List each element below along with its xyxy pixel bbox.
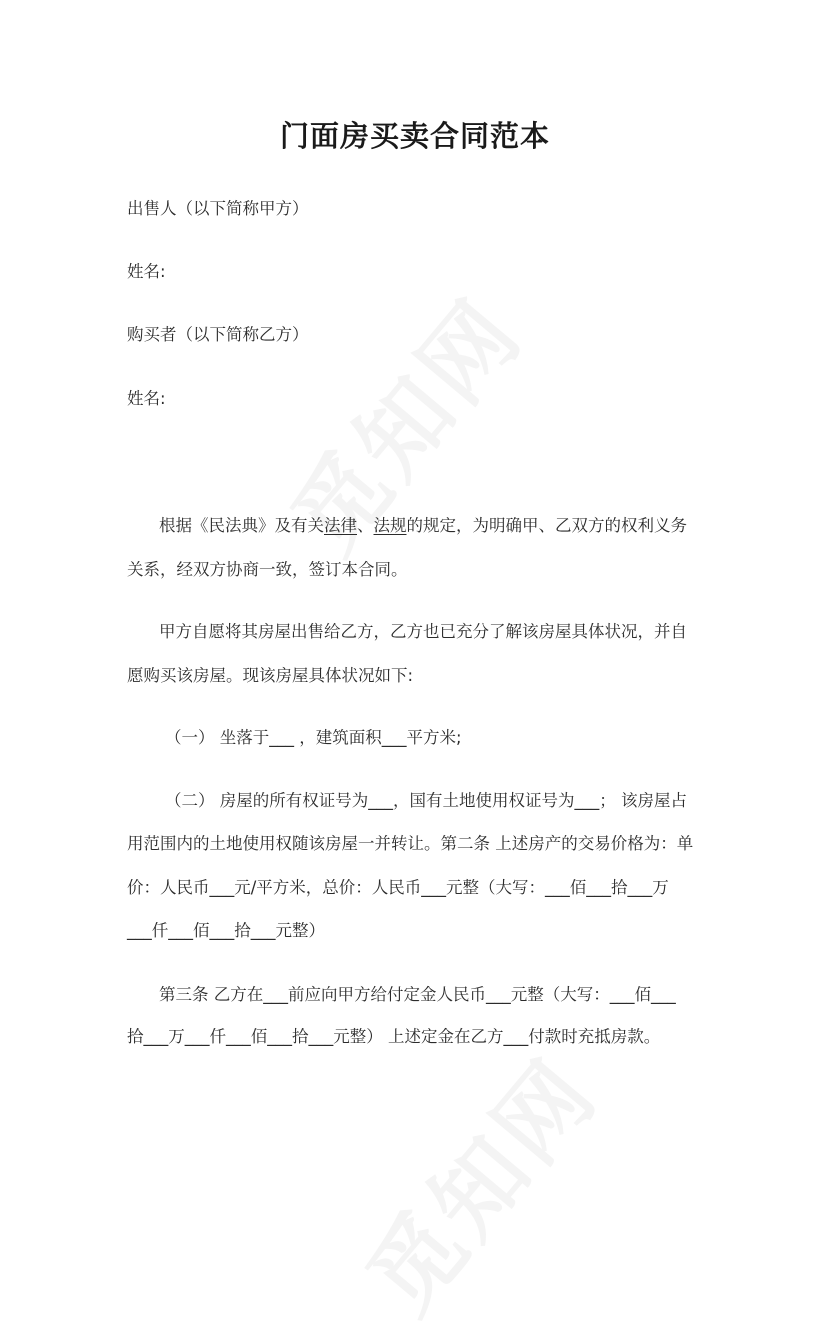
item-2-line-3: 价：人民币___元/平方米，总价：人民币___元整（大写：___佰___拾___万 <box>127 878 669 897</box>
paragraph-1-line-2: 关系，经双方协商一致，签订本合同。 <box>127 560 408 579</box>
document-title: 门面房买卖合同范本 <box>279 119 550 153</box>
item-2-line-4: ___仟___佰___拾___元整） <box>127 921 325 940</box>
text: 的规定，为明确甲、乙双方的权利义务 <box>406 516 687 535</box>
item-2-line-1: （二） 房屋的所有权证号为___，国有土地使用权证号为___； 该房屋占 <box>165 791 687 810</box>
item-1: （一） 坐落于___ ，建筑面积___平方米; <box>165 728 462 747</box>
watermark <box>332 1026 622 1336</box>
regulation-link[interactable]: 法规 <box>373 516 407 535</box>
seller-label: 出售人（以下简称甲方） <box>127 199 309 218</box>
paragraph-2-line-1: 甲方自愿将其房屋出售给乙方，乙方也已充分了解该房屋具体状况，并自 <box>159 622 687 641</box>
law-link[interactable]: 法律 <box>324 516 357 535</box>
buyer-label: 购买者（以下简称乙方） <box>127 325 309 344</box>
seller-name: 姓名: <box>127 262 166 281</box>
text: 、 <box>357 516 374 535</box>
paragraph-1-line-1 <box>159 516 739 536</box>
article-3-line-2: 拾___万___仟___佰___拾___元整） 上述定金在乙方___付款时充抵房款。 <box>127 1027 661 1046</box>
article-3-line-1: 第三条 乙方在___前应向甲方给付定金人民币___元整（大写：___佰___ <box>159 985 676 1004</box>
text: 根据《民法典》及有关 <box>159 516 324 535</box>
item-2-line-2: 用范围内的土地使用权随该房屋一并转让。第二条 上述房产的交易价格为：单 <box>127 834 694 853</box>
paragraph-2-line-2: 愿购买该房屋。现该房屋具体状况如下: <box>127 666 414 685</box>
buyer-name: 姓名: <box>127 389 166 408</box>
